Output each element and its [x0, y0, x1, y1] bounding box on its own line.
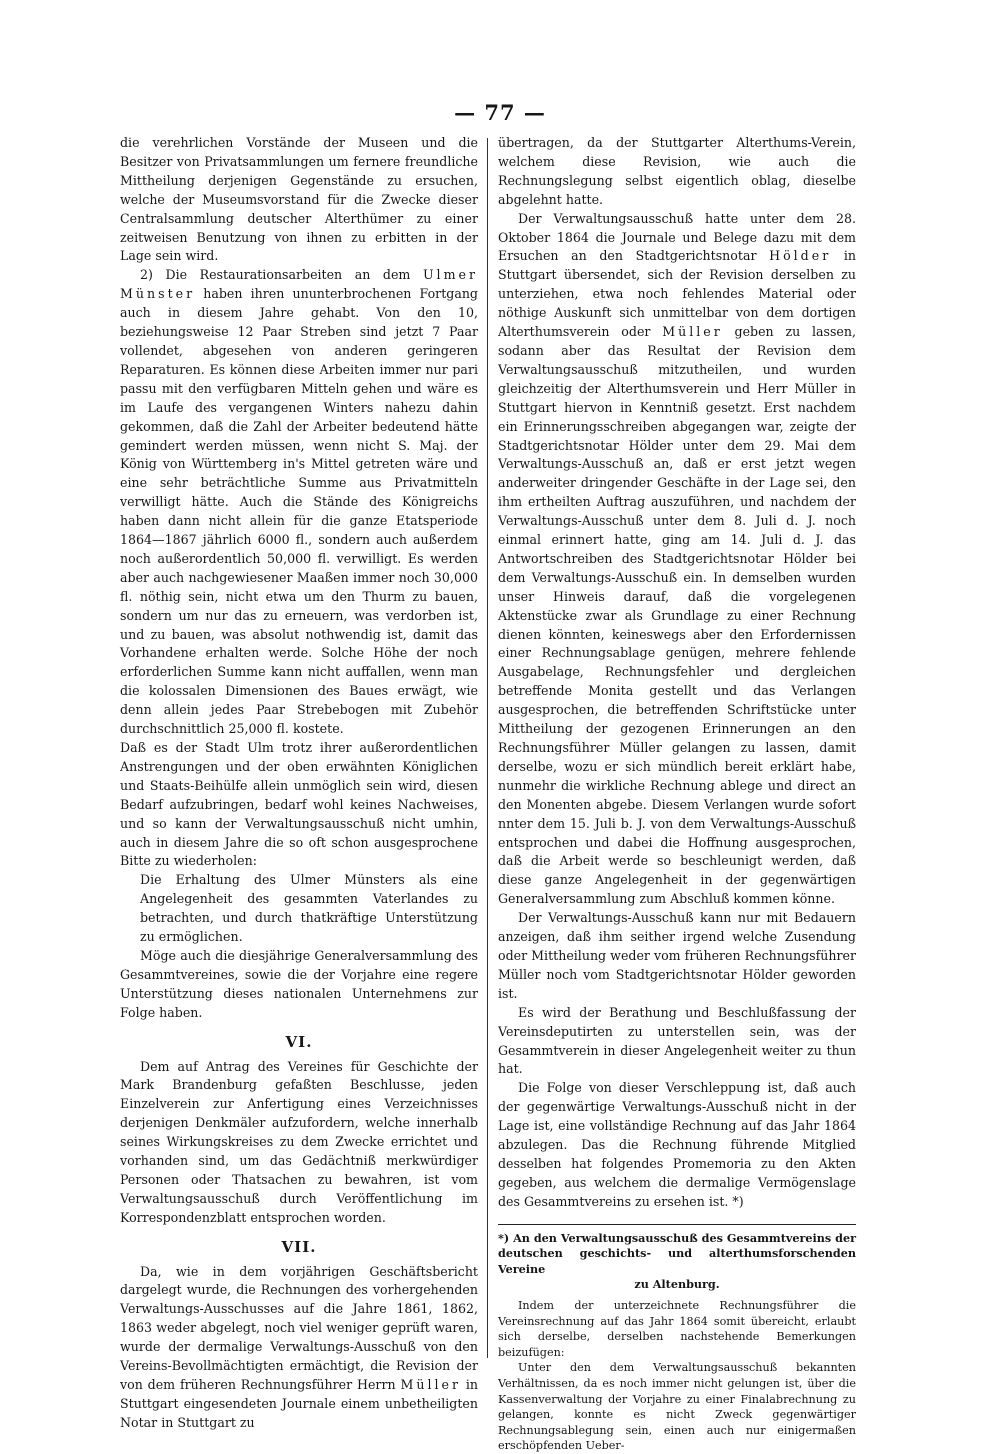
spaced-name: Müller	[662, 324, 723, 340]
text-run: geben zu lassen, sodann aber das Resultat der Revision dem Verwaltungsausschuß mitzutheilen, und wurden gleichzeitig der Alterthumsverein und Herr Müller in Stuttgart hiervon in Kenntniß gesetzt. Erst nachdem ein Erinnerungsschreiben abgegangen war, zeigte der Stadtgerichtsnotar Hölder unter dem 29. Mai dem Verwaltungs-Ausschuß an, daß er erst jetzt wegen anderweiter dringender Geschäfte in der Lage sei, den ihm ertheilten Auftrag auszuführen, und nachdem der Verwaltungs-Ausschuß unter dem 8. Juli d. J. noch einmal erinnert hatte, ging am 14. Juli d. J. das Antwortschreiben des Stadtgerichtsnotar Hölder bei dem Verwaltungs-Ausschuß ein. In demselben wurden unser Hinweis darauf, daß die vorgelegenen Aktenstücke zwar als Grundlage zu einer Rechnung dienen könnten, keineswegs aber den Erfordernissen einer Rechnungsablage genügen, mehrere fehlende Ausgabelage, Rechnungsfehler und dergleichen betreffende Monita gestellt und das Verlangen ausgesprochen, die betreffenden Schriftstücke unter Mittheilung der gezogenen Erinnerungen an den Rechnungsführer Müller gelangen zu lassen, damit derselbe, wozu er sich mündlich bereit erklärt habe, nunmehr die wirkliche Rechnung ablege und direct an den Monenten abgebe. Diesem Verlangen wurde sofort nnter dem 15. Juli b. J. von dem Verwaltungs-Ausschuß entsprochen und dabei die Hoffnung ausgesprochen, daß die Arbeit werde so beschleunigt werden, daß diese ganze Angelegenheit in der gegenwärtigen Generalversammlung zum Abschluß kommen könne.	[498, 324, 856, 907]
footnote	[498, 1231, 856, 1454]
right-column	[498, 134, 856, 1454]
footnote-title	[498, 1231, 856, 1293]
paragraph: Es wird der Berathung und Beschlußfassung der Vereinsdeputirten zu unterstellen sein, was der Gesammtverein in dieser Angelegenheit weiter zu thun hat.	[498, 1004, 856, 1077]
text-run: haben ihren ununterbrochenen Fortgang auch in diesem Jahre gehabt. Von den 10, beziehungsweise 12 Paar Streben sind jetzt 7 Paar vollendet, abgesehen von anderen geringeren Reparaturen. Es können diese Arbeiten immer nur pari passu mit den verfügbaren Mitteln gehen und wäre es im Laufe des vergangenen Winters nahezu dahin gekommen, daß die Zahl der Arbeiter bedeutend hätte gemindert werden müssen, wenn nicht S. Maj. der König von Württemberg in's Mittel getreten wäre und eine sehr beträchtliche Summe aus Privatmitteln verwilligt hätte. Auch die Stände des Königreichs haben dann nicht allein für die ganze Etatsperiode 1864—1867 jährlich 6000 fl., sondern auch außerdem noch außerordentlich 50,000 fl. verwilligt. Es werden aber auch nachgewiesener Maaßen immer noch 30,000 fl. nöthig sein, nicht etwa um den Thurm zu bauen, sondern um nur das zu erneuern, was verdorben ist, und zu bauen, was absolut nothwendig ist, damit das Vorhandene erhalten werde. Solche Höhe der noch erforderlichen Summe kann nicht auffallen, wenn man die kolossalen Dimensionen des Baues erwägt, wie denn allein jedes Paar Strebebogen mit Zubehör durchschnittlich 25,000 fl. kostete.	[120, 286, 478, 737]
text-run: Der Verwaltungsausschuß hatte unter dem 28. Oktober 1864 die Journale und Belege dazu mit dem Ersuchen an den Stadtgerichtsnotar	[498, 210, 856, 264]
quoted-request: Die Erhaltung des Ulmer Münsters als eine Angelegenheit des gesammten Vaterlandes zu betrachten, und durch thatkräftige Unterstützung zu ermöglichen.	[140, 872, 478, 945]
paragraph: Die Folge von dieser Verschleppung ist, daß auch der gegenwärtige Verwaltungs-Ausschuß nicht in der Lage ist, eine vollständige Rechnung auf das Jahr 1864 abzulegen. Das die Rechnung führende Mitglied desselben hat folgendes Promemoria zu den Akten gegeben, aus welchem die dermalige Vermögenslage des Gesammtvereins zu ersehen ist. *)	[498, 1080, 856, 1209]
paragraph: Möge auch die diesjährige Generalversammlung des Gesammtvereines, sowie die der Vorjahre eine regere Unterstützung dieses nationalen Unternehmens zur Folge haben.	[120, 947, 478, 1020]
page-number: — 77 —	[454, 100, 546, 125]
paragraph: übertragen, da der Stuttgarter Alterthums-Verein, welchem diese Revision, wie auch die Rechnungslegung selbst eigentlich oblag, dieselbe abgelehnt hatte.	[498, 135, 856, 207]
paragraph	[120, 1263, 478, 1433]
spaced-name: Hölder	[769, 248, 832, 264]
paragraph	[498, 210, 856, 910]
footnote-paragraph: Unter den dem Verwaltungsausschuß bekannten Verhältnissen, da es noch immer nicht gelungen ist, über die Kassenverwaltung der Vorjahre zu einer Finalabrechnung zu gelangen, konnte es nicht Zweck gegenwärtiger Rechnungsablegung sein, einen auch nur einigermaßen erschöpfenden Ueber-	[498, 1361, 856, 1453]
text-run: in Stuttgart übersendet, sich der Revision derselben zu unterziehen, etwa noch fehlendes Material oder nöthige Auskunft sich unmittelbar von dem dortigen Alterthumsverein oder	[498, 248, 856, 340]
paragraph: Dem auf Antrag des Vereines für Geschichte der Mark Brandenburg gefaßten Beschlusse, jeden Einzelverein zur Anfertigung eines Verzeichnisses derjenigen Denkmäler aufzufordern, welche innerhalb seines Wirkungskreises zu dem Zwecke errichtet und vorhanden sind, um das Gedächtniß merkwürdiger Personen oder Thatsachen zu bewahren, ist vom Verwaltungsausschuß durch Veröffentlichung im Korrespondenzblatt entsprochen worden.	[120, 1058, 478, 1225]
text-run: Da, wie in dem vorjährigen Geschäftsbericht dargelegt wurde, die Rechnungen des vorhergehenden Verwaltungs-Ausschusses auf die Jahre 1861, 1862, 1863 weder abgelegt, noch viel weniger geprüft waren, wurde der dermalige Verwaltungs-Ausschuß von den Vereins-Bevollmächtigten ermächtigt, die Revision der von dem früheren Rechnungsführer Herrn	[120, 1263, 478, 1392]
section-heading-vii: VII.	[281, 1237, 317, 1256]
paragraph: Der Verwaltungs-Ausschuß kann nur mit Bedauern anzeigen, daß ihm seither irgend welche Zusendung oder Mittheilung weder vom früheren Rechnungsführer Müller noch vom Stadtgerichtsnotar Hölder geworden ist.	[498, 910, 856, 1001]
text-run: in Stuttgart eingesendeten Journale einem unbetheiligten Notar in Stuttgart zu	[120, 1377, 478, 1430]
text-run: 2) Die Restaurationsarbeiten an dem	[140, 267, 423, 283]
left-column	[120, 134, 478, 1433]
footnote-rule	[498, 1224, 856, 1225]
paragraph: Daß es der Stadt Ulm trotz ihrer außerordentlichen Anstrengungen und der oben erwähnten Königlichen und Staats-Beihülfe allein unmöglich sein wird, diesen Bedarf aufzubringen, bedarf wohl keines Nachweises, und so kann der Verwaltungsausschuß nicht umhin, auch in diesem Jahre die so oft schon ausgesprochene Bitte zu wiederholen:	[120, 740, 478, 869]
footnote-paragraph: Indem der unterzeichnete Rechnungsführer die Vereinsrechnung auf das Jahr 1864 somit übereicht, erlaubt sich derselbe, derselben nachstehende Bemerkungen beizufügen:	[498, 1299, 856, 1359]
section-heading-vi: VI.	[285, 1032, 313, 1051]
paragraph-ulm-minster	[120, 266, 478, 739]
footnote-title-line: zu Altenburg.	[634, 1277, 720, 1292]
column-divider	[487, 138, 488, 1358]
spaced-name: Müller	[400, 1377, 461, 1392]
spaced-name: Ulmer Münster	[120, 267, 478, 302]
paragraph: die verehrlichen Vorstände der Museen und die Besitzer von Privatsammlungen um fernere freundliche Mittheilung derjenigen Gegenstände zu ersuchen, welche der Museumsvorstand für die Zwecke dieser Centralsammlung deutscher Alterthümer zu einer zeitweisen Benutzung von ihnen zu erbitten in der Lage sein wird.	[120, 135, 478, 264]
footnote-title-line: *) An den Verwaltungsausschuß des Gesammtvereins der deutschen geschichts- und alterthumsforschenden Vereine	[498, 1230, 856, 1276]
